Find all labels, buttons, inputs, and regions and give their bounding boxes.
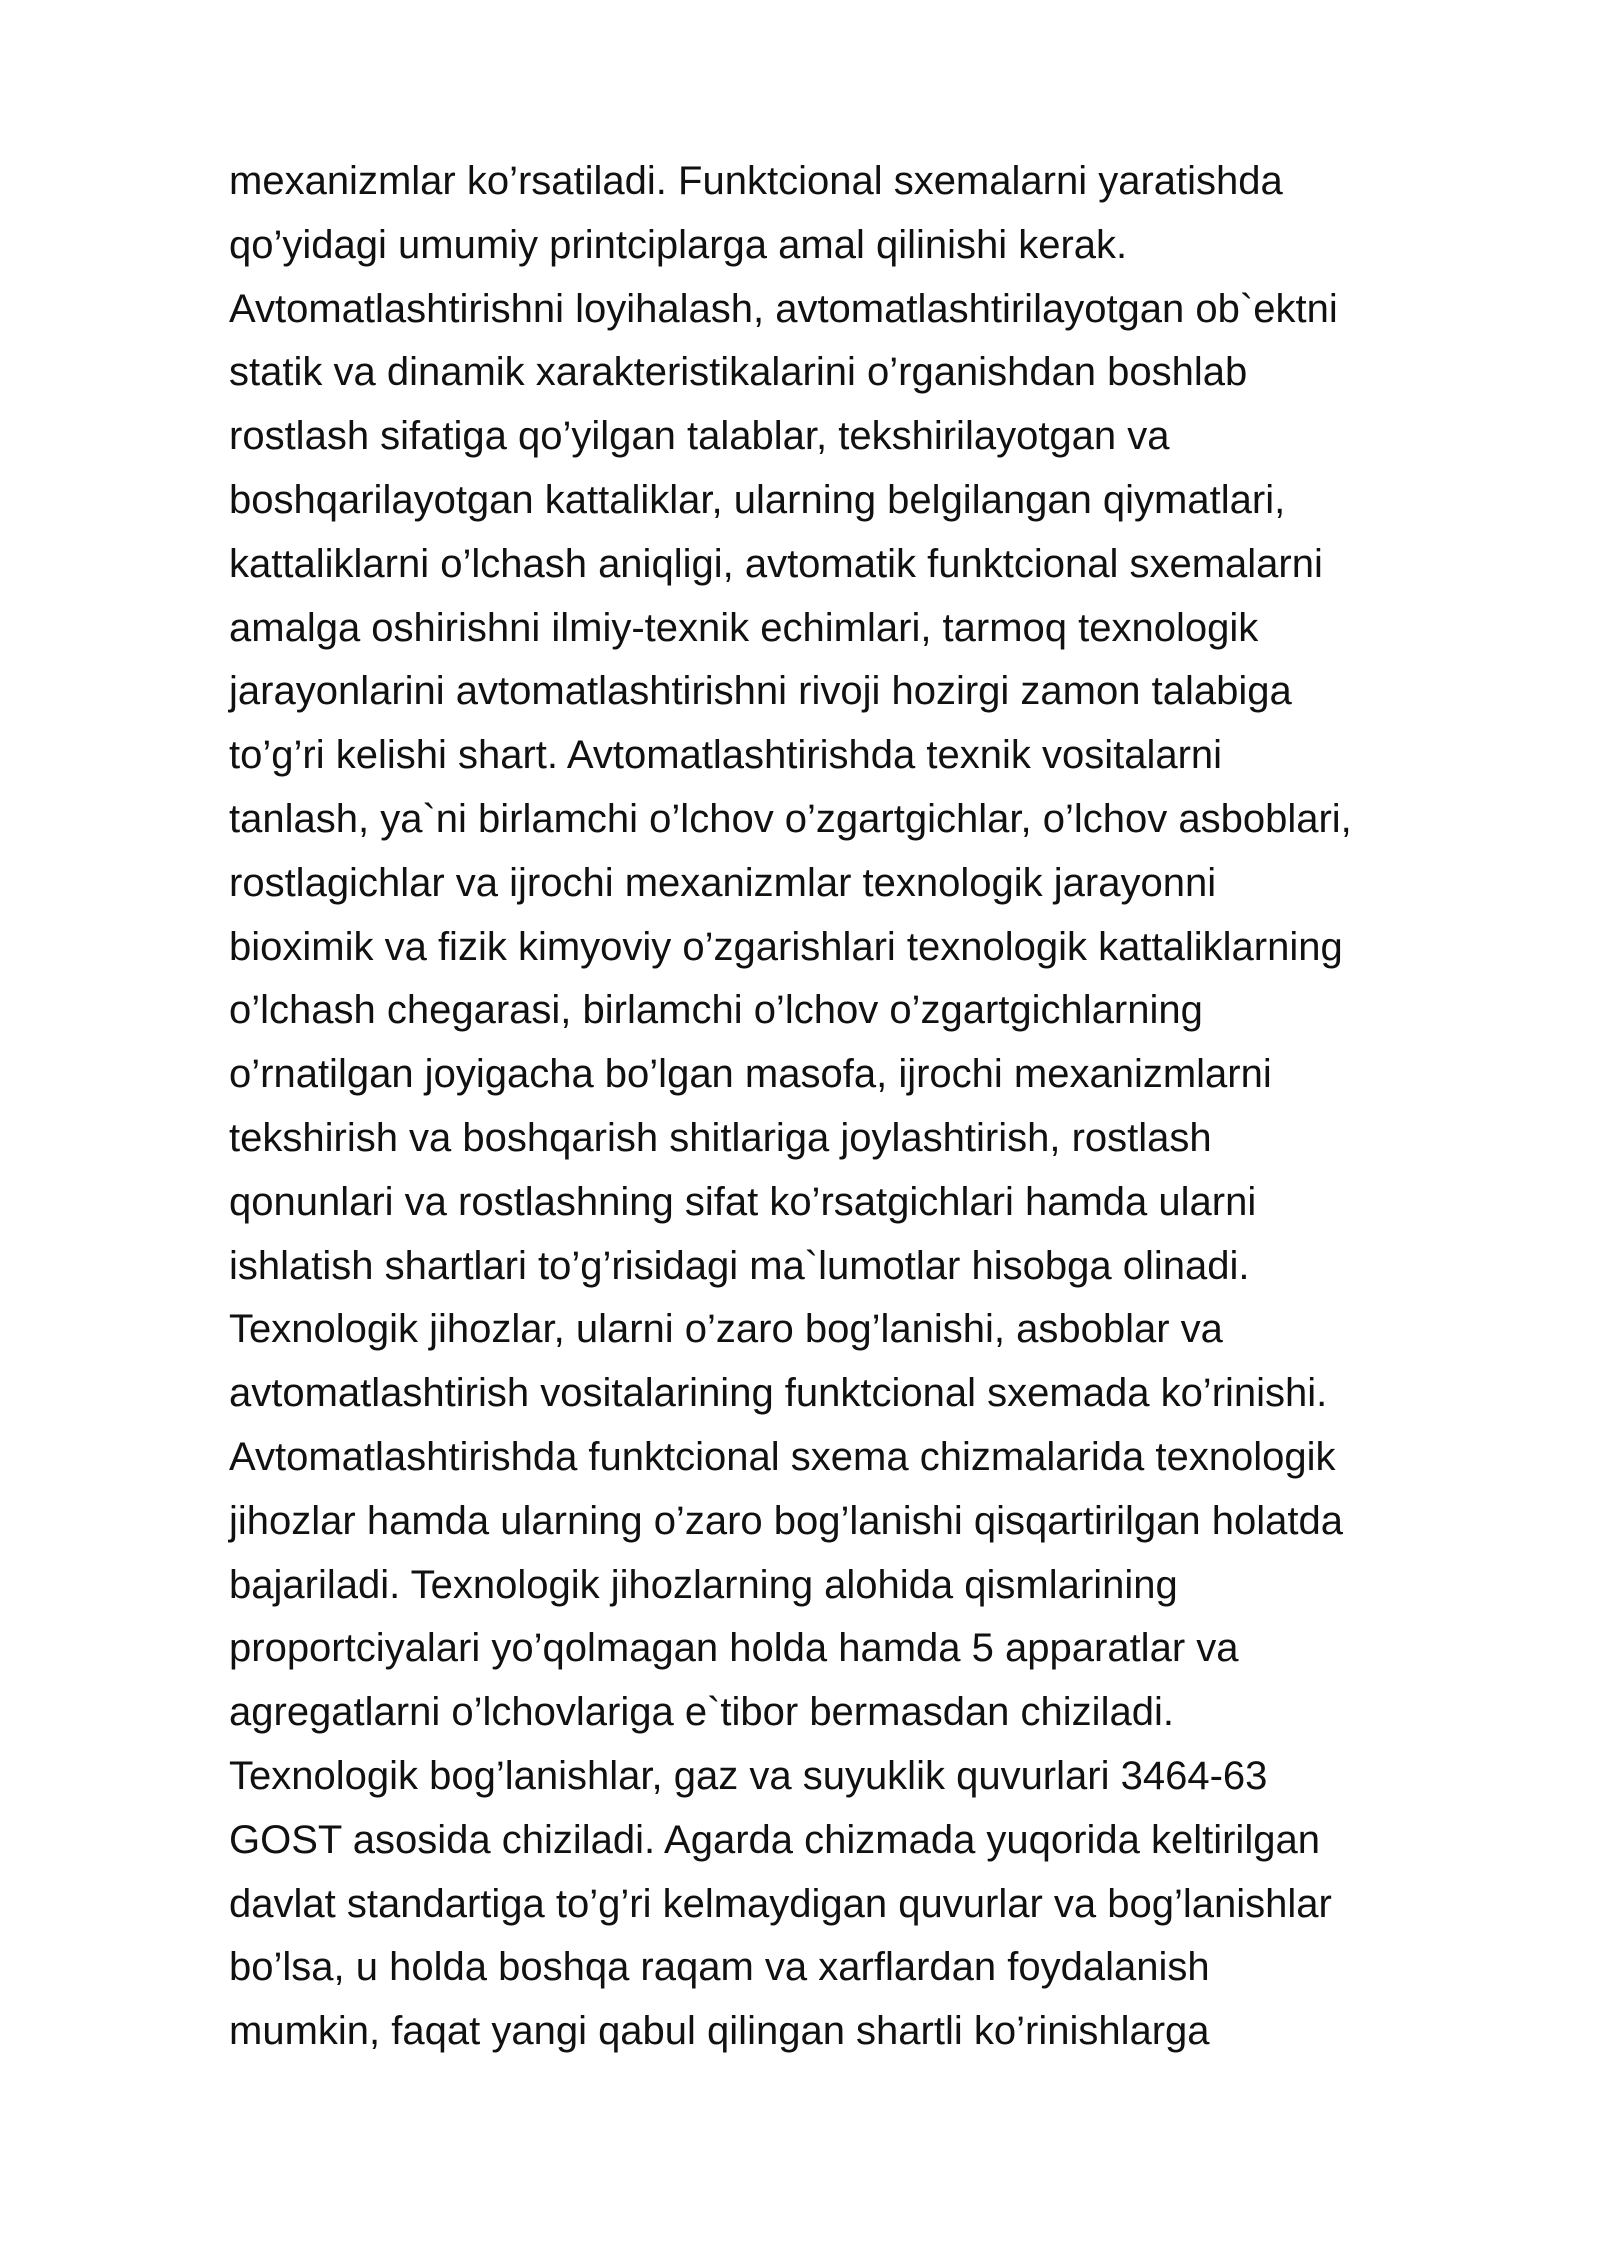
text-line: qo’yidagi umumiy printciplarga amal qilinishi kerak. xyxy=(229,222,1128,267)
text-line: kattaliklarni o’lchash aniqligi, avtomatik funktcional sxemalarni xyxy=(229,541,1323,586)
text-line: jihozlar hamda ularning o’zaro bog’lanishi qisqartirilgan holatda xyxy=(229,1498,1344,1543)
text-line: bajariladi. Texnologik jihozlarning alohida qismlarining xyxy=(229,1562,1178,1607)
text-line: tekshirish va boshqarish shitlariga joylashtirish, rostlash xyxy=(229,1115,1212,1160)
text-line: qonunlari va rostlashning sifat ko’rsatgichlari hamda ularni xyxy=(229,1179,1257,1224)
text-line: boshqarilayotgan kattaliklar, ularning belgilangan qiymatlari, xyxy=(229,477,1286,522)
text-line: o’rnatilgan joyigacha bo’lgan masofa, ijrochi mexanizmlarni xyxy=(229,1052,1272,1097)
text-line: agregatlarni o’lchovlariga e`tibor bermasdan chiziladi. xyxy=(229,1690,1174,1735)
text-line: mumkin, faqat yangi qabul qilingan shartli ko’rinishlarga xyxy=(229,2009,1210,2054)
text-line: davlat standartiga to’g’ri kelmaydigan quvurlar va bog’lanishlar xyxy=(229,1881,1332,1926)
text-line: proportciyalari yo’qolmagan holda hamda 5 apparatlar va xyxy=(229,1626,1239,1671)
text-line: to’g’ri kelishi shart. Avtomatlashtirishda texnik vositalarni xyxy=(229,733,1223,778)
text-line: avtomatlashtirish vositalarining funktcional sxemada ko’rinishi. xyxy=(229,1371,1328,1416)
text-line: Avtomatlashtirishni loyihalash, avtomatlashtirilayotgan ob`ektni xyxy=(229,286,1338,331)
text-line: amalga oshirishni ilmiy-texnik echimlari, tarmoq texnologik xyxy=(229,605,1259,650)
text-line: jarayonlarini avtomatlashtirishni rivoji hozirgi zamon talabiga xyxy=(229,669,1292,714)
text-line: bo’lsa, u holda boshqa raqam va xarflardan foydalanish xyxy=(229,1945,1210,1990)
text-line: statik va dinamik xarakteristikalarini o’rganishdan boshlab xyxy=(229,350,1248,395)
text-line: Texnologik bog’lanishlar, gaz va suyuklik quvurlari 3464-63 xyxy=(229,1753,1268,1798)
text-line: GOST asosida chiziladi. Agarda chizmada yuqorida keltirilgan xyxy=(229,1817,1320,1862)
text-line: rostlagichlar va ijrochi mexanizmlar texnologik jarayonni xyxy=(229,860,1217,905)
text-line: o’lchash chegarasi, birlamchi o’lchov o’zgartgichlarning xyxy=(229,988,1203,1033)
body-text xyxy=(229,150,1529,2064)
text-line: bioximik va fizik kimyoviy o’zgarishlari texnologik kattaliklarning xyxy=(229,924,1343,969)
text-line: Texnologik jihozlar, ularni o’zaro bog’lanishi, asboblar va xyxy=(229,1307,1223,1352)
text-line: Avtomatlashtirishda funktcional sxema chizmalarida texnologik xyxy=(229,1434,1336,1479)
text-line: rostlash sifatiga qo’yilgan talablar, tekshirilayotgan va xyxy=(229,414,1170,459)
text-line: mexanizmlar ko’rsatiladi. Funktcional sxemalarni yaratishda xyxy=(229,159,1283,203)
text-line: tanlash, ya`ni birlamchi o’lchov o’zgartgichlar, o’lchov asboblari, xyxy=(229,796,1352,841)
text-line: ishlatish shartlari to’g’risidagi ma`lumotlar hisobga olinadi. xyxy=(229,1243,1250,1288)
